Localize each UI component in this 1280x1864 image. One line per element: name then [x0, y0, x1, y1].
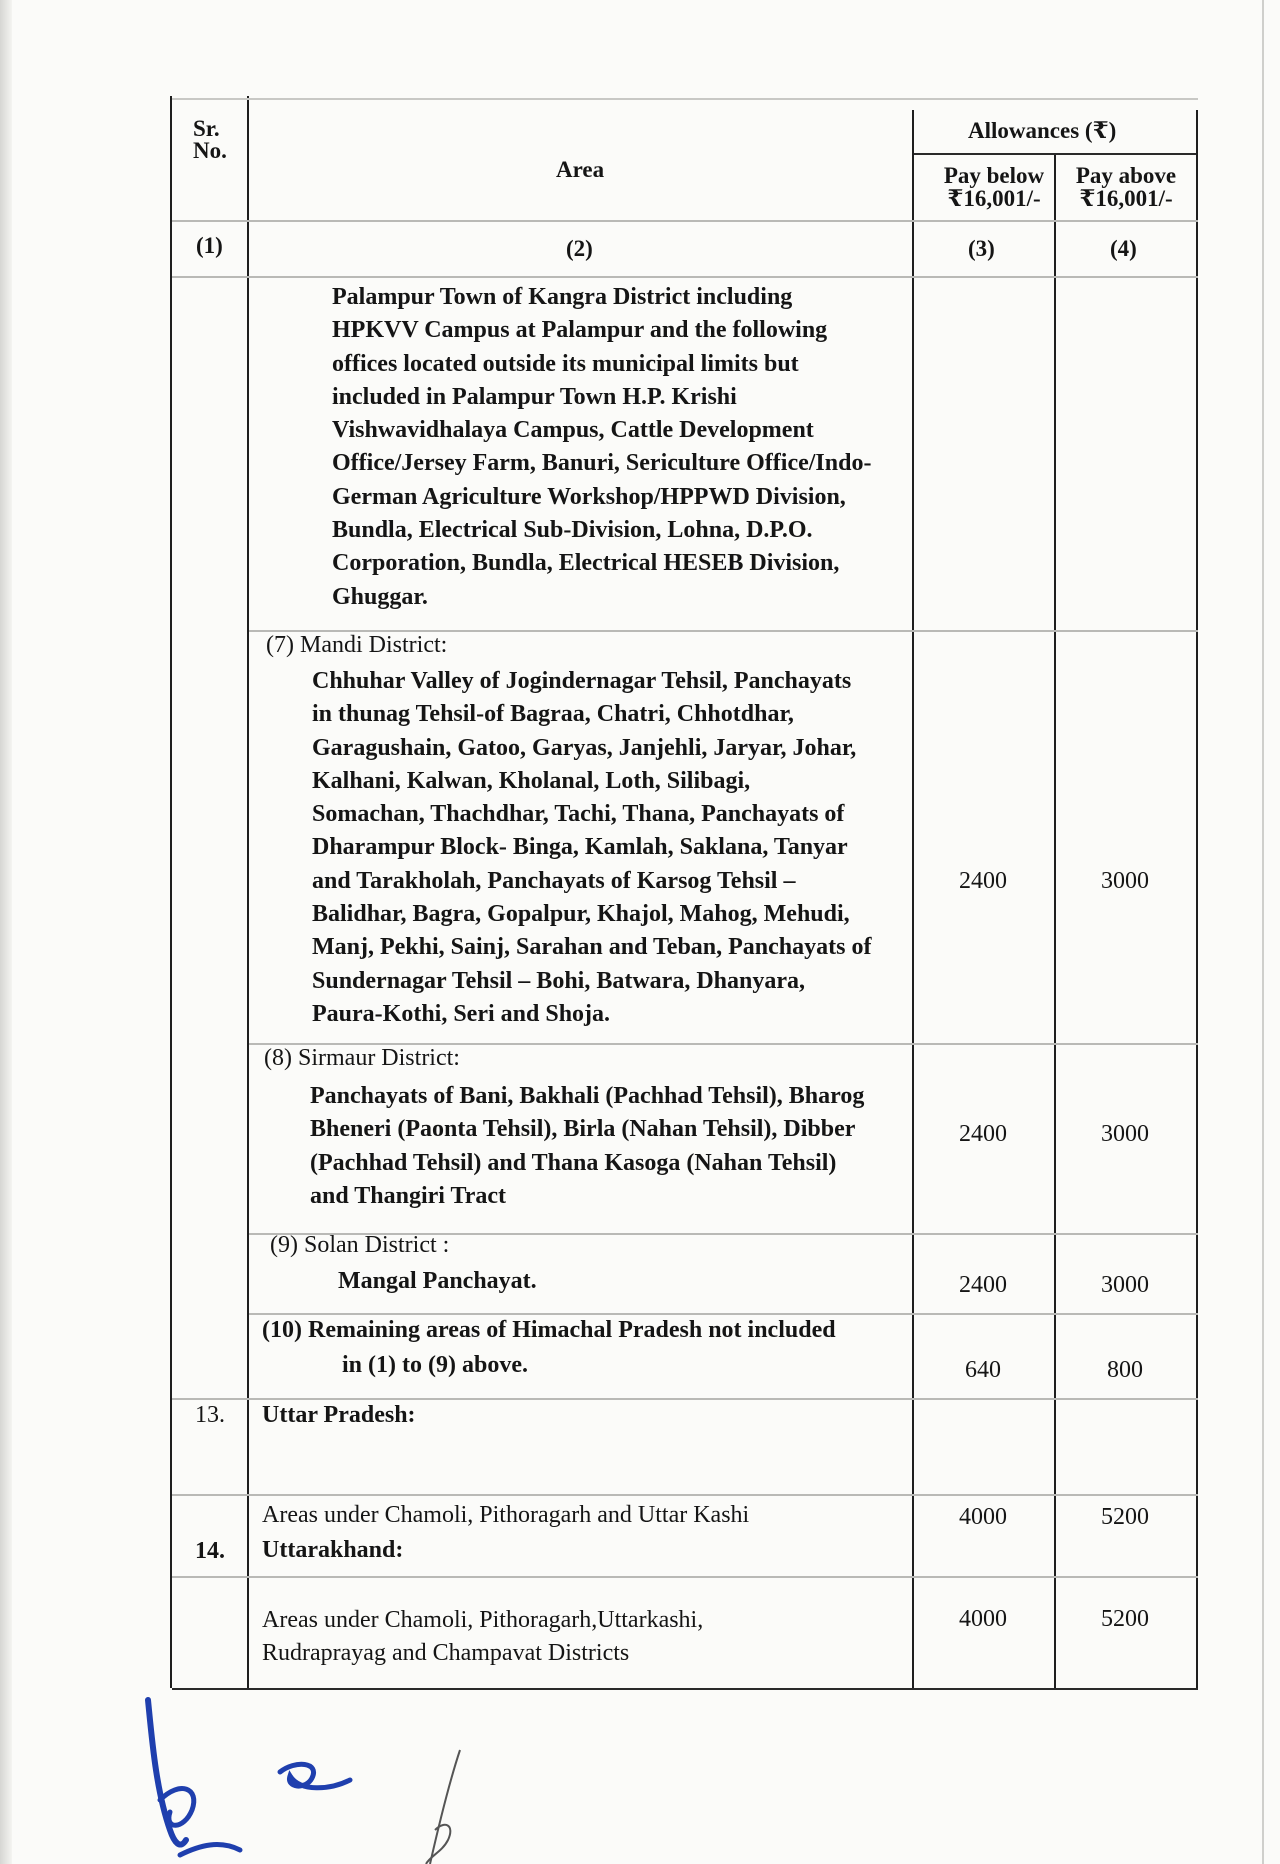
uk-pay-below: 4000: [959, 1606, 1007, 1632]
col-number-4: (4): [1110, 236, 1137, 261]
sirmaur-pay-above: 3000: [1101, 1121, 1149, 1147]
solan-heading: (9) Solan District :: [270, 1232, 450, 1258]
up-pay-above: 5200: [1101, 1504, 1149, 1530]
col-number-2: (2): [566, 236, 593, 261]
solan-pay-below: 2400: [959, 1272, 1007, 1298]
mandi-area-text: Chhuhar Valley of Jogindernagar Tehsil, Panchayats in thunag Tehsil-of Bagraa, Chatri, Chhotdhar, Garagushain, Gatoo, Garyas, Janjehli, Jaryar, Johar, Kalhani, Kalwan, Kholanal, Loth, Silibagi, Somachan, Thachdhar, Tachi, Thana, Panchayats of Dharampur Block- Binga, Kamlah, Saklana, Tanyar and Tarakholah, Panchayats of Karsog Tehsil – Balidhar, Bagra, Gopalpur, Khajol, Mahog, Mehudi, Manj, Pekhi, Sainj, Sarahan and Teban, Panchayats of Sundernagar Tehsil – Bohi, Batwara, Dhanyara, Paura-Kothi, Seri and Shoja.: [312, 668, 872, 1027]
mandi-pay-below: 2400: [959, 868, 1007, 894]
sr-no-14: 14.: [195, 1538, 225, 1564]
sirmaur-area-text: Panchayats of Bani, Bakhali (Pachhad Tehsil), Bharog Bheneri (Paonta Tehsil), Birla (Nahan Tehsil), Dibber (Pachhad Tehsil) and Thana Kasoga (Nahan Tehsil) and Thangiri Tract: [310, 1083, 865, 1209]
mandi-heading: (7) Mandi District:: [266, 632, 448, 658]
allowances-header: Allowances (₹): [968, 118, 1117, 143]
uttarakhand-title: Uttarakhand:: [262, 1537, 404, 1563]
remaining-pay-below: 640: [965, 1357, 1001, 1383]
page-edge: [0, 0, 12, 1864]
uttar-pradesh-title: Uttar Pradesh:: [262, 1402, 416, 1428]
uk-pay-above: 5200: [1101, 1606, 1149, 1632]
up-pay-below: 4000: [959, 1504, 1007, 1530]
remaining-area-text: in (1) to (9) above.: [342, 1352, 528, 1378]
pay-above-header: Pay above ₹16,001/-: [1075, 163, 1177, 211]
mandi-pay-above: 3000: [1101, 868, 1149, 894]
signature-marks: [130, 1680, 550, 1864]
solan-area-text: Mangal Panchayat.: [338, 1268, 537, 1294]
pay-below-header: Pay below ₹16,001/-: [943, 163, 1045, 211]
palampur-area-text: Palampur Town of Kangra District including HPKVV Campus at Palampur and the following offices located outside its municipal limits but included in Palampur Town H.P. Krishi Vishwavidhalaya Campus, Cattle Development Office/Jersey Farm, Banuri, Sericulture Office/Indo- German Agriculture Workshop/HPPWD Division, Bundla, Electrical Sub-Division, Lohna, D.P.O. Corporation, Bundla, Electrical HESEB Division, Ghuggar.: [332, 284, 872, 610]
sr-no-header: Sr. No.: [193, 116, 227, 163]
sirmaur-heading: (8) Sirmaur District:: [264, 1045, 460, 1071]
sirmaur-pay-below: 2400: [959, 1121, 1007, 1147]
remaining-pay-above: 800: [1107, 1357, 1143, 1383]
col-number-3: (3): [968, 236, 995, 261]
page-edge-right: [1262, 0, 1264, 1864]
remaining-heading: (10) Remaining areas of Himachal Pradesh not included: [262, 1317, 836, 1343]
solan-pay-above: 3000: [1101, 1272, 1149, 1298]
uttar-pradesh-area-text: Areas under Chamoli, Pithoragarh and Uttar Kashi: [262, 1502, 750, 1528]
uttarakhand-area-text: Areas under Chamoli, Pithoragarh,Uttarkashi, Rudraprayag and Champavat Districts: [262, 1607, 704, 1667]
sr-no-13: 13.: [195, 1402, 225, 1428]
area-header: Area: [556, 157, 605, 182]
col-number-1: (1): [196, 233, 223, 258]
